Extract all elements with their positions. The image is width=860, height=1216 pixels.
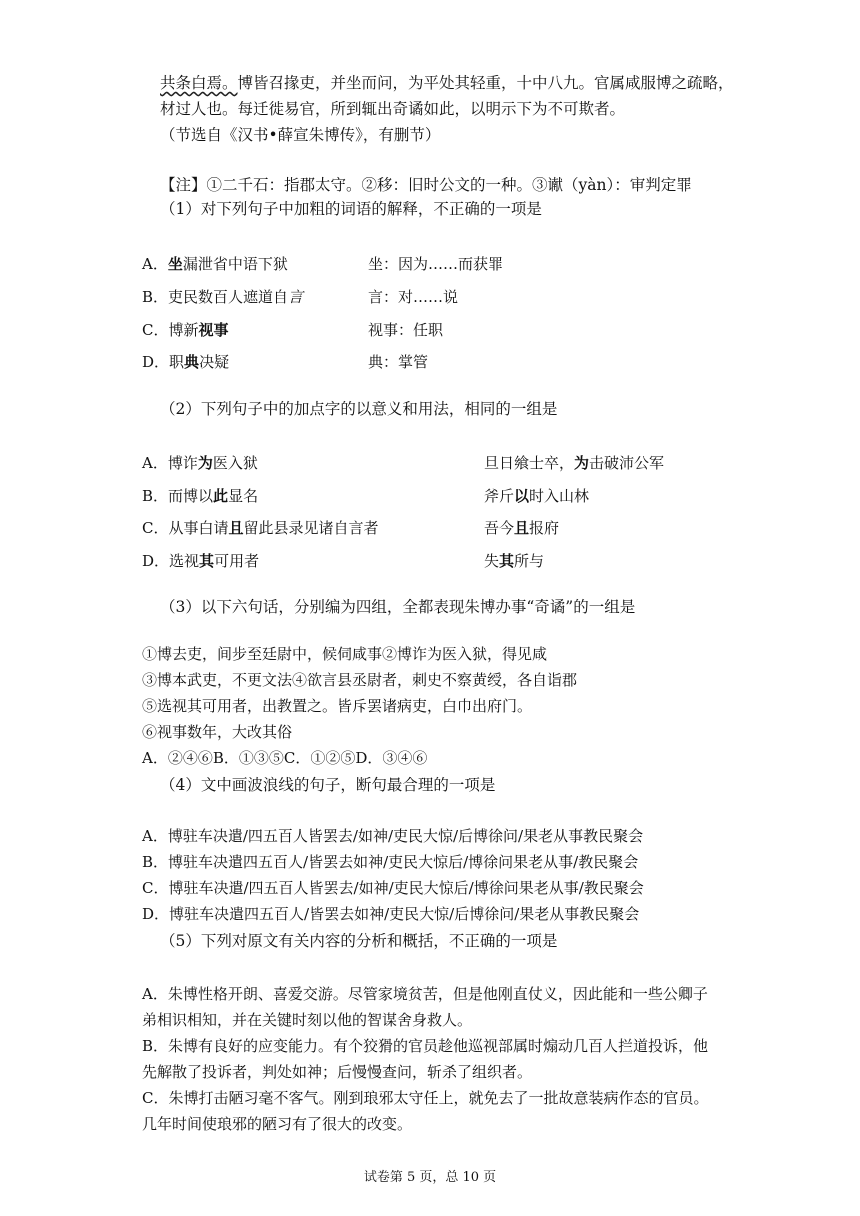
q5-option-c-line1: C．朱博打击陋习毫不客气。刚到琅邪太守任上，就免去了一批故意装病作态的官员。 [142,1089,709,1107]
q1-option-d-explain: 典：掌管 [368,353,429,371]
q4-option-a: A．博驻车决遣/四五百人皆罢去/如神/吏民大惊/后博徐问/果老从事教民聚会 [142,827,644,845]
q5-option-b-line1: B．朱博有良好的应变能力。有个狡猾的官员趁他巡视部属时煽动几百人拦道投诉，他 [142,1037,709,1055]
q1-option-d: D．职典决疑 [142,353,230,371]
q4-option-b: B．博驻车决遣四五百人/皆罢去如神/吏民大惊后/博徐问果老从事/教民聚会 [142,853,639,871]
q4-option-d: D．博驻车决遣四五百人/皆罢去如神/吏民大惊/后博徐问/果老从事教民聚会 [142,905,640,923]
page-footer: 试卷第 5 页，总 10 页 [363,1170,497,1185]
q2-option-c-left: C．从事白请且留此县录见诸自言者 [142,519,379,537]
q2-option-a-right: 旦日飨士卒，为击破沛公军 [484,454,665,472]
q2-option-b-left: B．而博以此显名 [142,487,259,505]
q1-option-b: B．吏民数百人遮道自言 [142,288,304,306]
q2-stem: （2）下列句子中的加点字的以意义和用法，相同的一组是 [160,400,558,418]
q4-stem: （4）文中画波浪线的句子，断句最合理的一项是 [160,776,496,794]
q4-option-c: C．博驻车决遣/四五百人皆罢去/如神/吏民大惊后/博徐问果老从事/教民聚会 [142,879,644,897]
annotation-note: 【注】①二千石：指郡太守。②移：旧时公文的一种。③谳（yàn）：审判定罪 [160,176,692,194]
passage-line-1 [160,72,734,94]
q3-stem: （3）以下六句话，分别编为四组，全都表现朱博办事“奇谲”的一组是 [160,598,636,616]
q2-option-a-left: A．博诈为医入狱 [142,454,258,472]
q2-option-d-left: D．选视其可用者 [142,552,260,570]
q1-option-b-explain: 言：对……说 [368,288,459,306]
q2-option-c-right: 吾今且报府 [484,519,560,537]
passage-source: （节选自《汉书•薛宣朱博传》，有删节） [160,126,441,144]
q3-line-2: ③博本武吏，不更文法④欲言县丞尉者，刺史不察黄绶，各自诣郡 [142,671,578,689]
q5-stem: （5）下列对原文有关内容的分析和概括，不正确的一项是 [160,932,558,950]
q2-option-b-right: 斧斤以时入山林 [484,487,590,505]
q1-option-a-explain: 坐：因为……而获罪 [368,255,504,273]
q5-option-b-line2: 先解散了投诉者，判处如神；后慢慢查问，斩杀了组织者。 [142,1063,533,1081]
q2-option-d-right: 失其所与 [484,552,545,570]
q5-option-a-line1: A．朱博性格开朗、喜爱交游。尽管家境贫苦，但是他刚直仗义，因此能和一些公卿子 [142,985,708,1003]
q1-option-c-explain: 视事：任职 [368,321,444,339]
q3-line-1: ①博去吏，间步至廷尉中，候伺咸事②博诈为医入狱，得见咸 [142,645,548,663]
q3-line-4: ⑥视事数年，大改其俗 [142,723,293,741]
q5-option-a-line2: 弟相识相知，并在关键时刻以他的智谋舍身救人。 [142,1011,473,1029]
q3-answer-options: A．②④⑥B．①③⑤C．①②⑤D．③④⑥ [142,749,428,767]
q5-option-c-line2: 几年时间使琅邪的陋习有了很大的改变。 [142,1115,413,1133]
q1-option-a: A．坐漏泄省中语下狱 [142,255,288,273]
passage-text: 博皆召掾吏，并坐而问，为平处其轻重，十中八九。官属咸服博之疏略， [237,74,734,92]
q3-line-3: ⑤选视其可用者，出教置之。皆斥罢诸病吏，白巾出府门。 [142,697,533,715]
q1-option-c: C．博新视事 [142,321,229,339]
passage-line-2: 材过人也。每迁徙易官，所到辄出奇谲如此，以明示下为不可欺者。 [160,100,626,118]
q1-stem: （1）对下列句子中加粗的词语的解释，不正确的一项是 [160,200,542,218]
wavy-underlined-text: 共条白焉。 [160,74,238,92]
